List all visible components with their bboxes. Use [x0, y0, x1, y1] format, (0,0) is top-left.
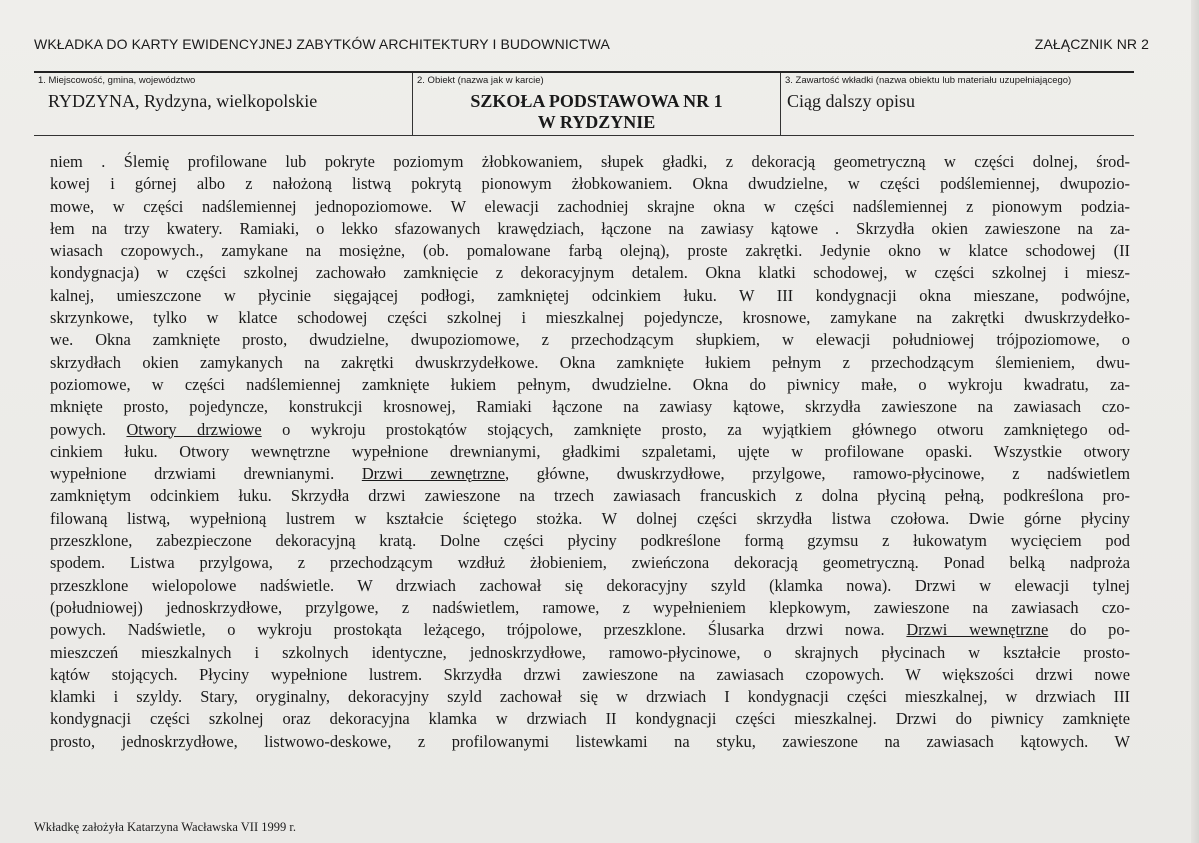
body-text-run: skrzynkowe, tylko w klatce schodowej części szkolnej i mieszkalnej pojedyncze, krosnowe, zamykane na zakrętki dwuskrzydełko-	[50, 308, 1130, 328]
body-text-run: skrzydłach okien zamykanych na zakrętki dwuskrzydełkowe. Okna zamknięte łukiem pełnym z przechodzącym ślemieniem, dwu-	[50, 352, 1130, 372]
body-text-run: do po-	[1048, 620, 1131, 640]
underlined-heading: Otwory drzwiowe	[126, 419, 262, 439]
body-text-run: we. Okna zamknięte prosto, dwudzielne, dwupoziomowe, z przechodzącym słupkiem, w elewacji południowej trójpoziomowe, o	[50, 330, 1130, 350]
body-text-run: niem . Ślemię profilowane lub pokryte poziomym żłobkowaniem, słupek gładki, z dekoracją geometryczną w części dolnej, środ-	[50, 152, 1130, 171]
body-text-run: przeszklone wielopolowe nadświetle. W drzwiach zachował się dekoracyjny szyld (klamka nowa). Drzwi w elewacji tylnej	[50, 575, 1130, 595]
body-line	[50, 708, 1130, 730]
body-line	[50, 642, 1130, 664]
body-text-run: poziomowe, w części nadślemiennej zamknięte łukiem pełnym, dwudzielne. Okna do piwnicy małe, o wykroju kwadratu, za-	[50, 374, 1130, 394]
underlined-heading: Drzwi wewnętrzne	[906, 620, 1049, 640]
body-text-run: klamki i szyldy. Stary, oryginalny, dekoracyjny szyld zachował się w drzwiach I kondygnacji części mieszkalnej, w drzwiach III	[50, 687, 1130, 707]
body-text-run: (południowej) jednoskrzydłowe, przylgowe, z nadświetlem, ramowe, z wypełnieniem klepkowym, zawieszone na zawiasach czo-	[50, 597, 1130, 617]
body-text-run: o wykroju prostokątów stojących, zamknięte prosto, za wyjątkiem głównego otworu zamkniętego od-	[261, 419, 1130, 439]
body-line	[50, 552, 1130, 574]
body-line	[50, 240, 1130, 262]
body-text-run: kondygnacji części szkolnej oraz dekoracyjna klamka w drzwiach II kondygnacji części mieszkalnej. Drzwi do piwnicy zamknięte	[50, 709, 1130, 729]
location-cell	[34, 73, 412, 135]
body-line	[50, 508, 1130, 530]
contents-label: 3. Zawartość wkładki (nazwa obiektu lub materiału uzupełniającego)	[785, 75, 1072, 86]
object-label: 2. Obiekt (nazwa jak w karcie)	[417, 75, 544, 86]
body-text-run: spodem. Listwa przylgowa, z przechodzącym wzdłuż żłobieniem, zwieńczona dekoracją geometryczną. Ponad belką nadproża	[50, 553, 1130, 573]
body-line	[50, 419, 1130, 441]
body-line	[50, 686, 1130, 708]
underlined-heading: Drzwi zewnętrzne	[361, 464, 506, 484]
body-line	[50, 396, 1130, 418]
body-text-run: kalnej, umieszczone w płycinie sięgającej podłogi, zamkniętej odcinkiem łuku. W III kondygnacji okna mieszane, podwójne,	[50, 285, 1130, 305]
location-label: 1. Miejscowość, gmina, województwo	[38, 75, 196, 86]
contents-cell	[780, 73, 1134, 135]
body-line	[50, 441, 1130, 463]
body-text-run: , główne, dwuskrzydłowe, przylgowe, ramowo-płycinowe, z nadświetlem	[505, 464, 1130, 484]
body-line	[50, 374, 1130, 396]
body-line	[50, 575, 1130, 597]
body-text-run: powych. Nadświetle, o wykroju prostokąta leżącego, trójpolowe, przeszklone. Ślusarka drzwi nowa.	[50, 620, 907, 640]
body-line	[50, 530, 1130, 552]
page-edge	[1191, 0, 1199, 843]
body-line	[50, 664, 1130, 686]
body-text-run: kątów stojących. Płyciny wypełnione lustrem. Skrzydła drzwi zawieszone na zawiasach czopowych. W większości drzwi nowe	[50, 664, 1130, 684]
body-text-run: mieszczeń mieszkalnych i szkolnych identyczne, jednoskrzydłowe, ramowo-płycinowe, o skrajnych płycinach w kształcie prosto-	[50, 642, 1130, 662]
body-text-run: łem na trzy kwatery. Ramiaki, o lekko sfazowanych krawędziach, łączone na zawiasy kątowe . Skrzydła okien zawieszone na za-	[50, 218, 1130, 238]
body-line	[50, 262, 1130, 284]
body-text-run: prosto, jednoskrzydłowe, listwowo-deskowe, z profilowanymi listewkami na styku, zawieszone na zawiasach kątowych. W	[50, 731, 1130, 751]
body-line	[50, 731, 1130, 753]
metadata-table	[34, 71, 1134, 136]
body-text-run: powych.	[50, 419, 127, 439]
body-line	[50, 151, 1130, 173]
body-text-run: mknięte prosto, pojedyncze, konstrukcji krosnowej, Ramiaki łączone na zawiasy kątowe, skrzydła zawieszone na zawiasach czo-	[50, 397, 1130, 417]
body-text-run: filowaną listwą, wypełnioną lustrem w kształcie ściętego stożka. W dolnej części skrzydła listwa czołowa. Dwie górne płyciny	[50, 508, 1130, 528]
object-value-line1: SZKOŁA PODSTAWOWA NR 1	[470, 91, 723, 111]
body-text-run: cinkiem łuku. Otwory wewnętrzne wypełnione drewnianymi, gładkimi szpaletami, ujęte w profilowane opaski. Wszystkie otwory	[50, 441, 1130, 461]
body-text-run: zamkniętym odcinkiem łuku. Skrzydła drzwi zawieszone na trzech zawiasach francuskich z dolna płyciną pełną, podkreślona pro-	[50, 486, 1130, 506]
contents-value: Ciąg dalszy opisu	[787, 91, 915, 111]
annex-number: ZAŁĄCZNIK NR 2	[1034, 36, 1149, 52]
body-line	[50, 307, 1130, 329]
description-body	[50, 151, 1130, 753]
body-text-run: mowe, w części nadślemiennej jednopoziomowe. W elewacji zachodniej skrajne okna w części nadślemiennej z pionowym podzia-	[50, 196, 1130, 216]
location-value: RYDZYNA, Rydzyna, wielkopolskie	[48, 91, 318, 111]
body-line	[50, 463, 1130, 485]
form-title: WKŁADKA DO KARTY EWIDENCYJNEJ ZABYTKÓW ARCHITEKTURY I BUDOWNICTWA	[34, 36, 610, 52]
body-text-run: wiasach czopowych., zamykane na mosiężne, (ob. pomalowane farbą olejną), proste zakrętki. Jedynie okno w klatce schodowej (II	[50, 241, 1130, 261]
body-line	[50, 285, 1130, 307]
body-text-run: kowej i górnej albo z nałożoną listwą pokrytą pionowym żłobkowaniem. Okna dwudzielne, w części podślemiennej, dwupozio-	[50, 174, 1130, 194]
body-line	[50, 597, 1130, 619]
object-cell	[412, 73, 780, 135]
body-text-run: przeszklone, zabezpieczone dekoracyjną kratą. Dolne części płyciny podkreślone formą gzymsu z łukowatym wycięciem pod	[50, 531, 1130, 551]
body-line	[50, 329, 1130, 351]
body-line	[50, 352, 1130, 374]
body-text-run: kondygnacja) w części szkolnej zachowało zamknięcie z dekoracyjnym detalem. Okna klatki schodowej, w części szkolnej i miesz-	[50, 263, 1130, 283]
footer-note: Wkładkę założyła Katarzyna Wacławska VII 1999 r.	[34, 820, 296, 834]
body-line	[50, 485, 1130, 507]
object-value-line2: W RYDZYNIE	[537, 112, 656, 132]
body-line	[50, 196, 1130, 218]
body-line	[50, 619, 1130, 641]
body-line	[50, 173, 1130, 195]
object-value	[413, 91, 780, 133]
body-text-run: wypełnione drzwiami drewnianymi.	[50, 464, 362, 484]
body-line	[50, 218, 1130, 240]
